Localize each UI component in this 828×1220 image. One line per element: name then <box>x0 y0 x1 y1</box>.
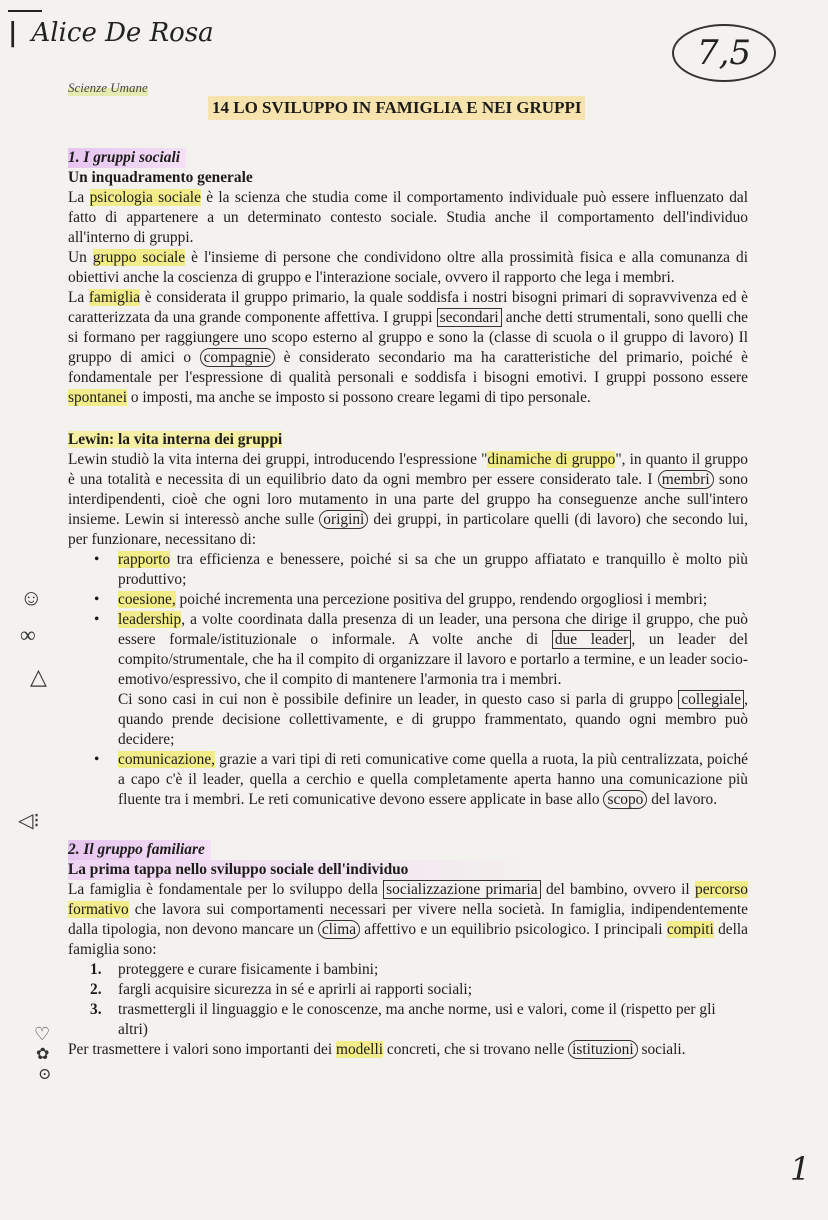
section-heading: 2. Il gruppo familiare <box>68 840 211 860</box>
list-item: 1. proteggere e curare fisicamente i bambini; <box>90 961 379 978</box>
page-number: 1 <box>790 1150 811 1188</box>
section-heading: 1. I gruppi sociali <box>68 148 186 168</box>
triangle-note-icon: △ <box>30 664 47 689</box>
paragraph: La famiglia è fondamentale per lo sviluppo della socializzazione primaria del bambino, ovvero il percorso formativo che lavora sui comportamenti necessari per vivere nella società. In famiglia, indipendentemente dalla tipologia, non devono mancare un clima affettivo e un equilibrio psicologico. I principali compiti della famiglia sono: <box>68 881 748 958</box>
list-item: • comunicazione, grazie a vari tipi di reti comunicative come quella a ruota, la più centralizzata, poiché a capo c'è il leader, quella a cerchio e quella completamente aperta hanno una comunicazione più fluente tra i membri. Le reti comunicative devono essere applicate in base allo scopo del lavoro. <box>118 750 748 810</box>
list-item: • leadership, a volte coordinata dalla presenza di un leader, una persona che dirige il gruppo, che può essere formale/istituzionale o informale. A volte anche di due leader , un leader del compito/strumentale, che ha il compito di organizzare il lavoro e portarlo a termine, e un leader socio-emotivo/espressivo, che il compito di mantenere l'armonia tra i membri. Ci sono casi in cui non è possibile definire un leader, in questo caso si parla di gruppo collegiale , quando prende decisione collettivamente, e di gruppo frammentato, quando ogni membro può decidere; <box>118 610 748 750</box>
list-item: 3. trasmettergli il linguaggio e le conoscenze, ma anche norme, usi e valori, come il (rispetto per gli altri) <box>90 1001 716 1038</box>
list-item: • rapporto tra efficienza e benessere, poiché si sa che un gruppo affiatato e tranquillo è molto più produttivo; <box>118 550 748 590</box>
paragraph: Per trasmettere i valori sono importanti dei modelli concreti, che si trovano nelle istituzioni sociali. <box>68 1041 686 1058</box>
family-tasks-list <box>68 960 748 1040</box>
paragraph: Un gruppo sociale è l'insieme di persone che condividono oltre alla prossimità fisica e alla comunanza di obiettivi anche la coscienza di gruppo e l'interazione sociale, ovvero il rapporto che lega i membri. <box>68 249 748 286</box>
author-name: | Alice De Rosa <box>8 18 214 48</box>
list-item: • coesione, poiché incrementa una percezione positiva del gruppo, rendendo orgogliosi i membri; <box>118 590 748 610</box>
section-subheading: Un inquadramento generale <box>68 169 253 186</box>
document-title: 14 LO SVILUPPO IN FAMIGLIA E NEI GRUPPI <box>208 96 585 120</box>
grade-circle: 7,5 <box>672 24 776 82</box>
paragraph: Lewin studiò la vita interna dei gruppi, introducendo l'espressione "dinamiche di gruppo", in quanto il gruppo è una totalità e necessita di un equilibrio dato da ogni membro per essere considerato tale. I membri sono interdipendenti, cioè che ogni loro mutamento in una parte del gruppo ha conseguenze anche sull'intero insieme. Lewin si interessò anche sulle origini dei gruppi, in particolare quelli (di lavoro) che secondo lui, per funzionare, necessitano di: <box>68 451 749 548</box>
section-subheading: Lewin: la vita interna dei gruppi <box>68 431 283 448</box>
flower-note-icon: ✿ <box>36 1046 50 1063</box>
pen-stroke <box>8 10 42 12</box>
requirements-list <box>68 550 748 810</box>
megaphone-note-icon: ◁⁝ <box>18 810 40 832</box>
list-item: 2. fargli acquisire sicurezza in sé e aprirli ai rapporti sociali; <box>90 981 472 998</box>
smiley-note-icon: ☺ <box>20 585 43 610</box>
heart-note-icon: ♡ <box>34 1024 51 1044</box>
section-subheading: La prima tappa nello sviluppo sociale dell'individuo <box>68 860 748 880</box>
paragraph: La psicologia sociale è la scienza che studia come il comportamento individuale può essere influenzato dal fatto di appartenere a un determinato contesto sociale. Studia anche il comportamento dell'individuo all'interno di gruppi. <box>68 189 748 246</box>
document-body <box>68 140 748 1060</box>
circle-note-icon: ⊙ <box>38 1066 52 1083</box>
paragraph: La famiglia è considerata il gruppo primario, la quale soddisfa i nostri bisogni primari di sopravvivenza ed è caratterizzata da una grande componente affettiva. I gruppi secondari anche detti strumentali, sono quelli che si formano per raggiungere uno scopo esterno al gruppo e sono la (classe di scuola o il gruppo di lavoro) Il gruppo di amici o compagnie è considerato secondario ma ha caratteristiche del primario, poiché è fondamentale per l'espressione di qualità personali e soddisfa i bisogni emotivi. I gruppi possono essere spontanei o imposti, ma anche se imposto si possono creare legami di tipo personale. <box>68 289 748 406</box>
infinity-note-icon: ∞ <box>20 622 36 647</box>
subject-label: Scienze Umane <box>68 80 148 95</box>
